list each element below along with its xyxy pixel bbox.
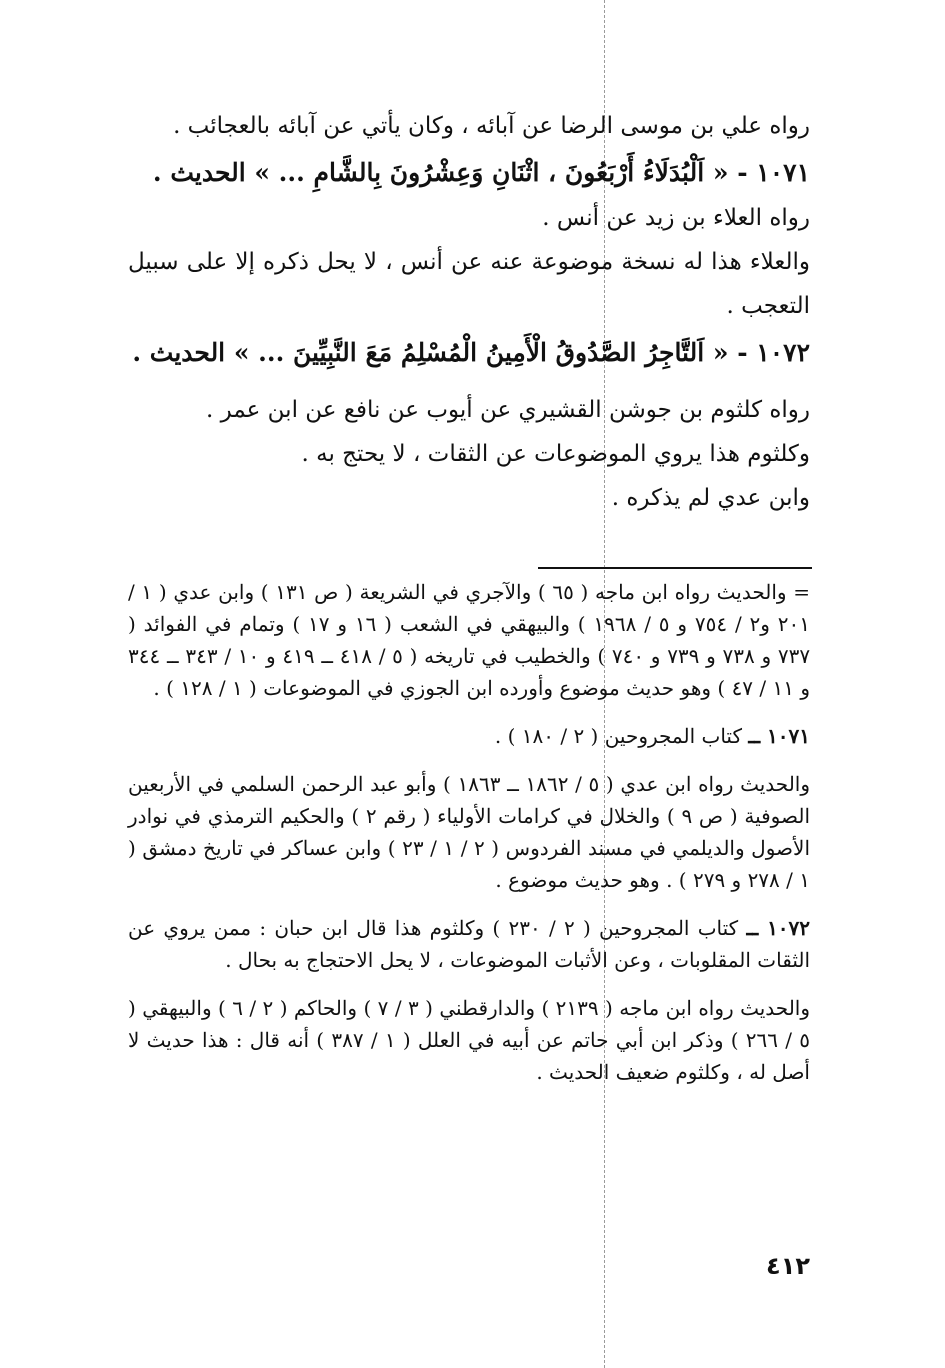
commentary-paragraph: والعلاء هذا له نسخة موضوعة عنه عن أنس ، لا يحل ذكره إلا على سبيل التعجب .: [128, 249, 810, 319]
footnote-number: ١٠٧١ ــ: [748, 724, 810, 748]
footnote-1072-body: والحديث رواه ابن ماجه ( ٢١٣٩ ) والدارقطني ( ٣ / ٧ ) والحاكم ( ٢ / ٦ ) والبيهقي ( ٥ / ٢٦٦ ) وذكر ابن أبي حاتم عن أبيه في العلل ( ١ / ٣٨٧ ) أنه قال : هذا حديث لا أصل له ، وكلثوم ضعيف الحديث .: [128, 996, 811, 1084]
commentary-paragraph: وابن عدي لم يذكره .: [611, 485, 810, 511]
commentary-paragraph: رواه كلثوم بن جوشن القشيري عن أيوب عن نافع عن ابن عمر .: [206, 397, 810, 423]
footnote-1071-body: والحديث رواه ابن عدي ( ٥ / ١٨٦٢ ــ ١٨٦٣ ) وأبو عبد الرحمن السلمي في الأربعين الصوفية ( ص ٩ ) والخلال في كرامات الأولياء ( رقم ٢ ) والحكيم الترمذي في نوادر الأصول والديلمي في مسند الفردوس ( ٢ / ١ / ٢٣ ) وابن عساكر في تاريخ دمشق ( ١ / ٢٧٨ و ٢٧٩ ) . وهو حديث موضوع .: [128, 772, 811, 892]
footnote-1071-head: [128, 720, 810, 752]
footnote-continuation: = والحديث رواه ابن ماجه ( ٦٥ ) والآجري في الشريعة ( ص ١٣١ ) وابن عدي ( ١ / ٢٠١ و٢ / ٧٥٤ و ٥ / ١٩٦٨ ) والبيهقي في الشعب ( ١٦ و ١٧ ) وتمام في الفوائد ( ٧٣٧ و ٧٣٨ و ٧٣٩ و ٧٤٠ ) والخطيب في تاريخه ( ٥ / ٤١٨ ــ ٤١٩ و ١٠ / ٣٤٣ ــ ٣٤٤ و ١١ / ٤٧ ) وهو حديث موضوع وأورده ابن الجوزي في الموضوعات ( ١ / ١٢٨ ) .: [128, 580, 811, 700]
footnotes: [128, 576, 810, 1088]
footnote-text: كتاب المجروحين ( ٢ / ١٨٠ ) .: [494, 724, 742, 748]
footnote-number: ١٠٧٢ ــ: [746, 916, 811, 940]
footnote-1072-head: [128, 912, 810, 976]
commentary-paragraph: رواه العلاء بن زيد عن أنس .: [542, 205, 810, 231]
hadith-entry-1072: ١٠٧٢ - « اَلتَّاجِرُ الصَّدُوقُ الْأَمِينُ الْمُسْلِمُ مَعَ النَّبِيِّينَ ... » الحديث .: [132, 338, 810, 367]
text-line: رواه علي بن موسى الرضا عن آبائه ، وكان يأتي عن آبائه بالعجائب .: [173, 113, 810, 139]
hadith-entry-1071: ١٠٧١ - « اَلْبُدَلَاءُ أَرْبَعُونَ ، اثْنَانِ وَعِشْرُونَ بِالشَّامِ ... » الحديث .: [152, 158, 810, 187]
main-text: [128, 104, 810, 520]
commentary-paragraph: وكلثوم هذا يروي الموضوعات عن الثقات ، لا يحتج به .: [301, 441, 810, 467]
footnote-text: كتاب المجروحين ( ٢ / ٢٣٠ ) وكلثوم هذا قال ابن حبان : ممن يروي عن الثقات المقلوبات ، وعن الأثبات الموضوعات ، لا يحل الاحتجاج به بحال .: [128, 916, 810, 972]
page-number: ٤١٢: [766, 1252, 810, 1280]
footnote-divider: [538, 567, 812, 569]
